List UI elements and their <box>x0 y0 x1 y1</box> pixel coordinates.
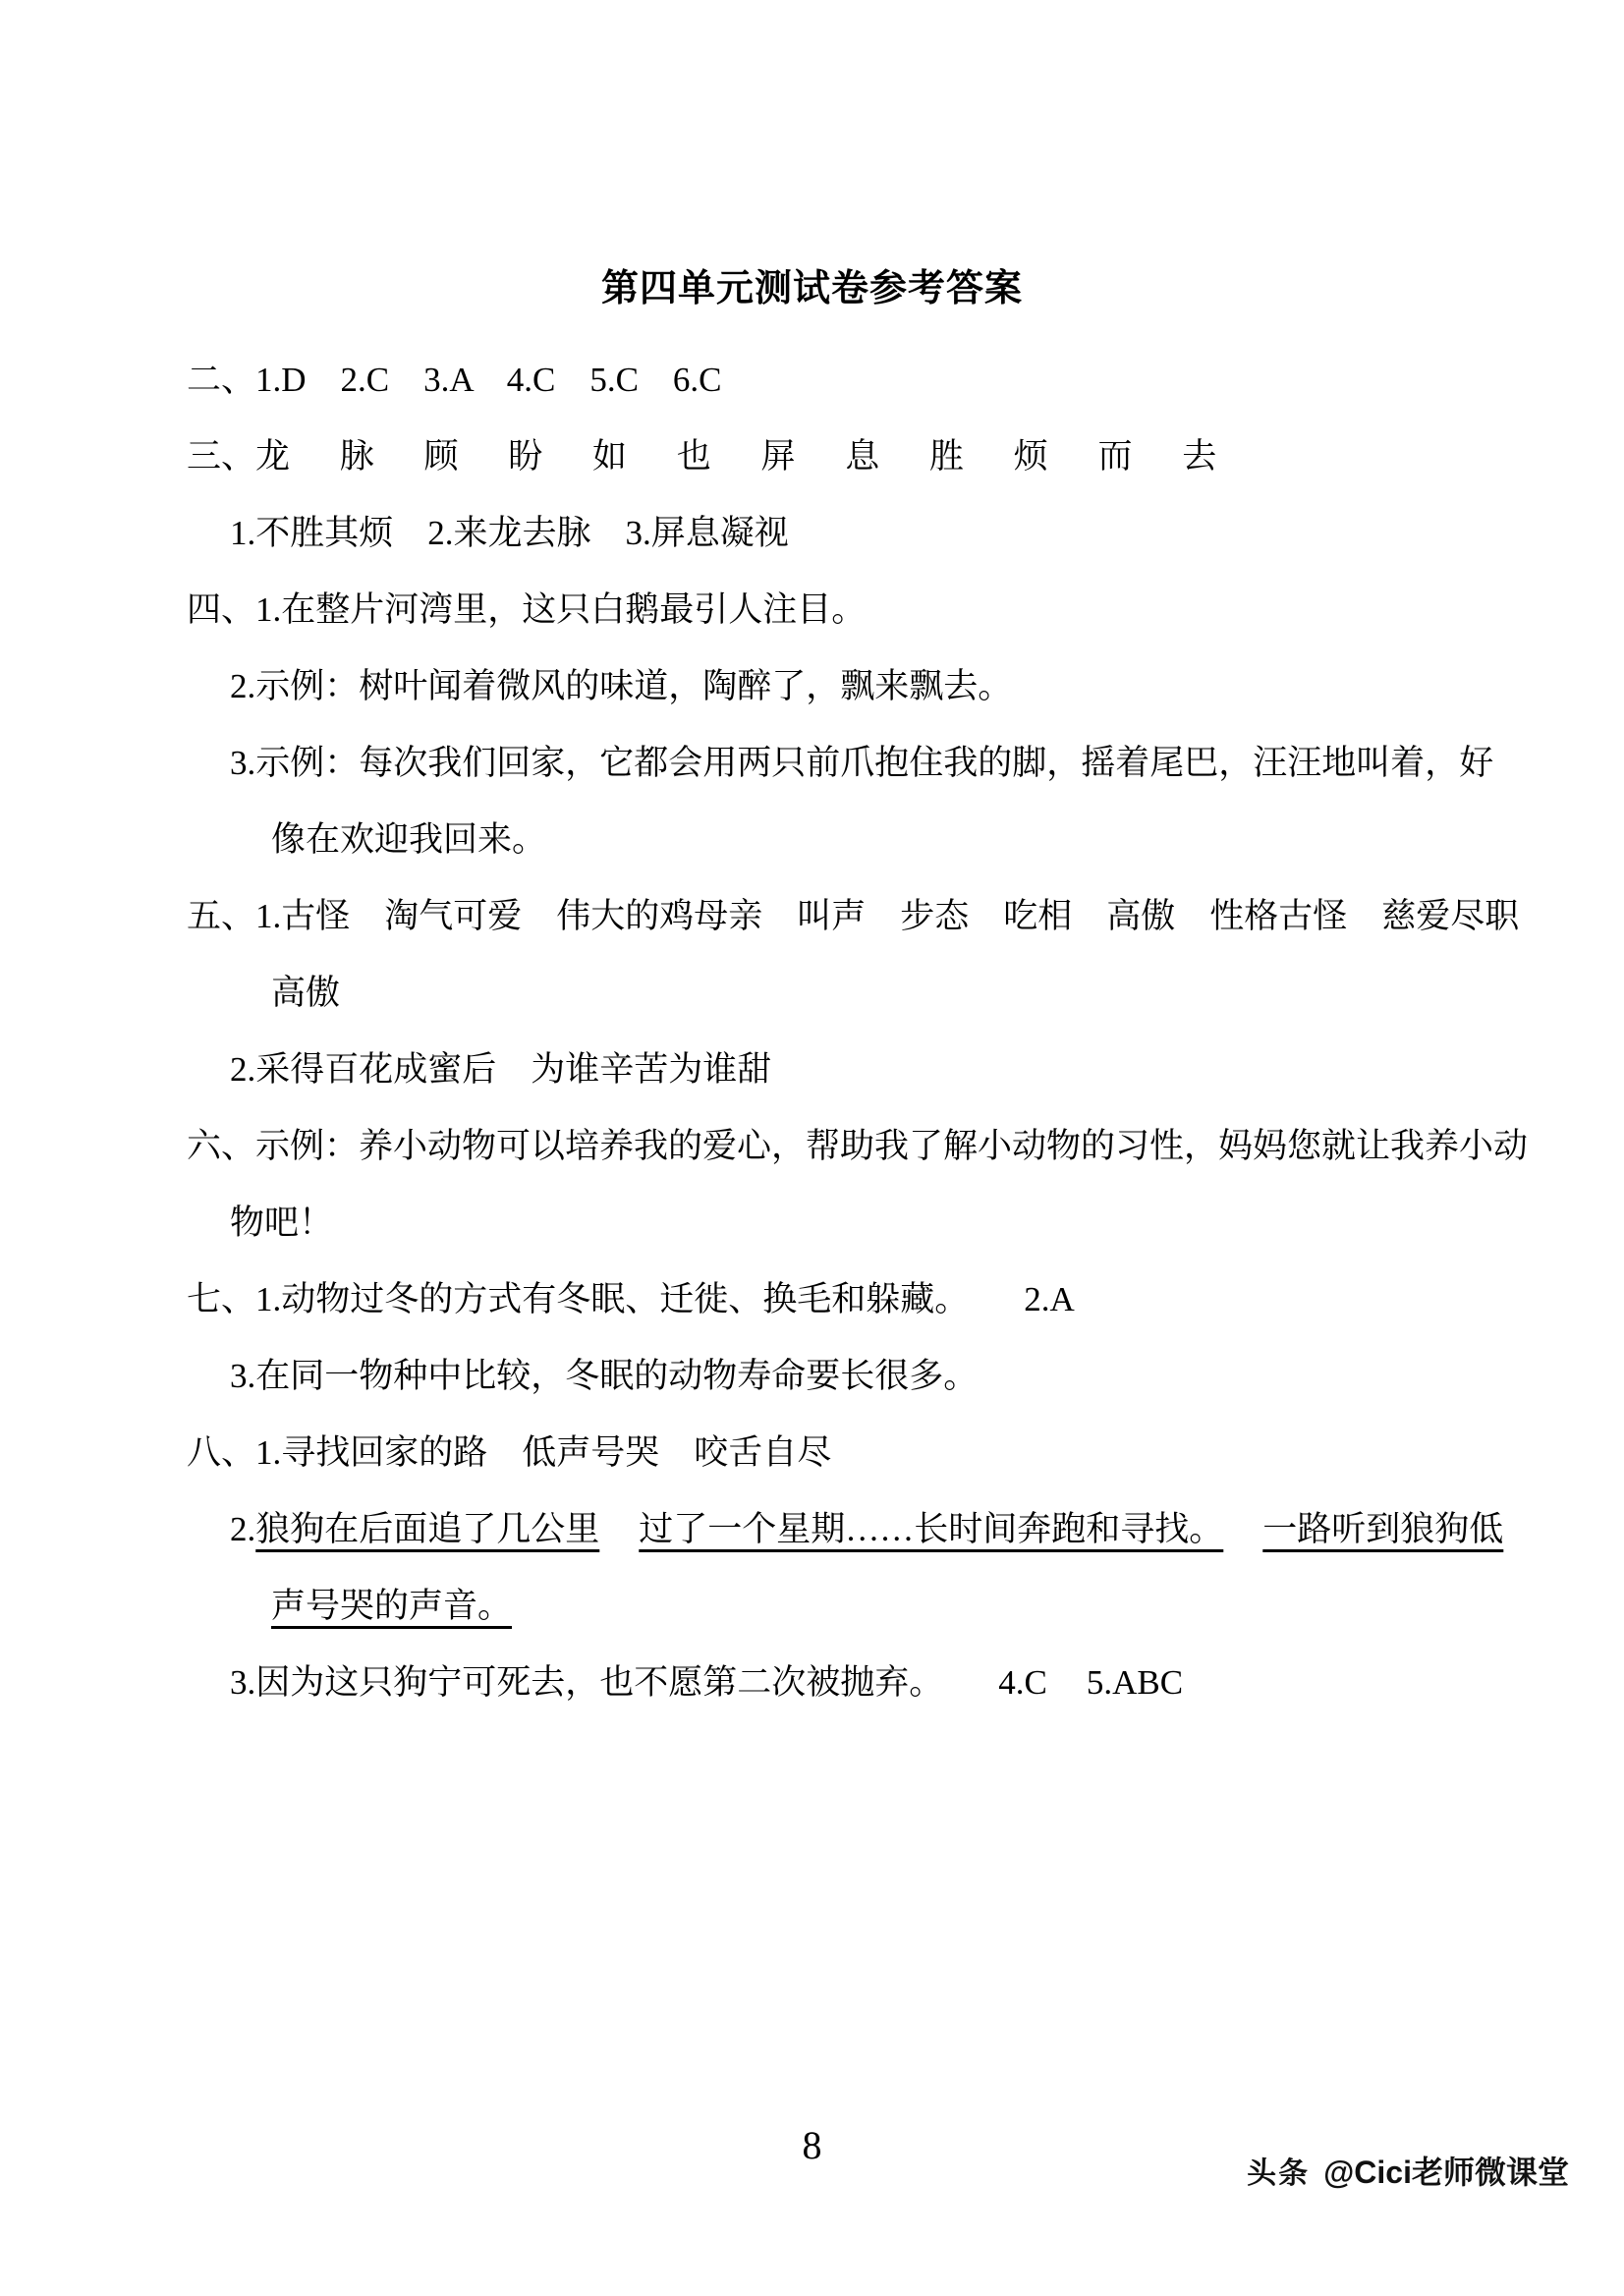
section-8-item-5: 5.ABC <box>1086 1663 1184 1702</box>
section-2-label: 二、 <box>187 361 256 399</box>
section-8-item-2-number: 2. <box>230 1510 256 1548</box>
section-5-line-1a <box>187 878 1520 955</box>
section-5-line-1b <box>187 955 1484 1032</box>
section-5-item-2: 2.采得百花成蜜后 为谁辛苦为谁甜 <box>230 1050 772 1089</box>
section-5-item-1-cont: 高傲 <box>271 974 341 1012</box>
section-3-line-2 <box>187 495 1484 572</box>
section-4-line-1 <box>187 572 1484 648</box>
section-6-line-1a <box>187 1108 1529 1185</box>
section-8-line-3 <box>187 1645 1484 1721</box>
section-7-item-3: 3.在同一物种中比较，冬眠的动物寿命要长很多。 <box>230 1357 979 1395</box>
section-4-item-3-cont: 像在欢迎我回来。 <box>271 820 547 859</box>
section-3-characters: 龙 脉 顾 盼 如 也 屏 息 胜 烦 而 去 <box>255 437 1238 476</box>
section-8-item-4: 4.C <box>998 1663 1047 1702</box>
page-title: 第四单元测试卷参考答案 <box>600 268 1023 309</box>
section-5-label: 五、 <box>187 897 256 935</box>
section-3-idioms: 1.不胜其烦 2.来龙去脉 3.屏息凝视 <box>230 514 789 552</box>
section-2-answers: 1.D 2.C 3.A 4.C 5.C 6.C <box>255 361 722 399</box>
section-6-label: 六、 <box>187 1127 256 1165</box>
section-7-item-1: 1.动物过冬的方式有冬眠、迁徙、换毛和躲藏。 <box>255 1280 970 1318</box>
section-7-label: 七、 <box>187 1280 256 1318</box>
section-8-item-2-underline-4: 声号哭的声音。 <box>271 1587 513 1625</box>
section-4-item-1: 1.在整片河湾里，这只白鹅最引人注目。 <box>255 590 867 629</box>
watermark-platform: 头条 <box>1247 2157 1311 2190</box>
section-5-item-1: 1.古怪 淘气可爱 伟大的鸡母亲 叫声 步态 吃相 高傲 性格古怪 慈爱尽职 <box>255 897 1520 935</box>
section-7-line-2 <box>187 1338 1484 1415</box>
section-4-line-3a <box>187 725 1494 802</box>
section-3-label: 三、 <box>187 437 256 476</box>
page-number: 8 <box>802 2123 822 2167</box>
section-4-label: 四、 <box>187 590 256 629</box>
section-8-item-3: 3.因为这只狗宁可死去，也不愿第二次被抛弃。 <box>230 1663 944 1702</box>
section-8-item-1: 1.寻找回家的路 低声号哭 咬舌自尽 <box>255 1433 832 1472</box>
section-8-line-2a <box>187 1491 1504 1568</box>
answer-body <box>187 342 1529 1721</box>
section-5-line-2 <box>187 1032 1484 1108</box>
section-8-item-2-underline-2: 过了一个星期……长时间奔跑和寻找。 <box>639 1510 1224 1548</box>
section-8-item-2-underline-3: 一路听到狼狗低 <box>1262 1510 1504 1548</box>
section-6-example: 示例：养小动物可以培养我的爱心，帮助我了解小动物的习性，妈妈您就让我养小动 <box>255 1127 1529 1165</box>
section-7-line-1 <box>187 1261 1484 1338</box>
watermark-account: @Cici老师微课堂 <box>1323 2155 1569 2190</box>
section-8-line-1 <box>187 1415 1484 1491</box>
section-6-example-cont: 物吧！ <box>230 1204 334 1242</box>
section-4-line-2 <box>187 648 1484 725</box>
watermark <box>1247 2148 1569 2193</box>
section-2-line-1 <box>187 342 1484 419</box>
section-6-line-1b <box>187 1185 1484 1261</box>
section-4-item-2: 2.示例：树叶闻着微风的味道，陶醉了，飘来飘去。 <box>230 667 1013 705</box>
section-3-line-1 <box>187 419 1484 495</box>
section-7-item-2: 2.A <box>1024 1280 1075 1318</box>
section-8-label: 八、 <box>187 1433 256 1472</box>
section-8-item-2-underline-1: 狼狗在后面追了几公里 <box>255 1510 600 1548</box>
section-4-line-3b <box>187 802 1484 878</box>
section-4-item-3: 3.示例：每次我们回家，它都会用两只前爪抱住我的脚，摇着尾巴，汪汪地叫着，好 <box>230 744 1494 782</box>
section-8-line-2b <box>187 1568 1484 1645</box>
